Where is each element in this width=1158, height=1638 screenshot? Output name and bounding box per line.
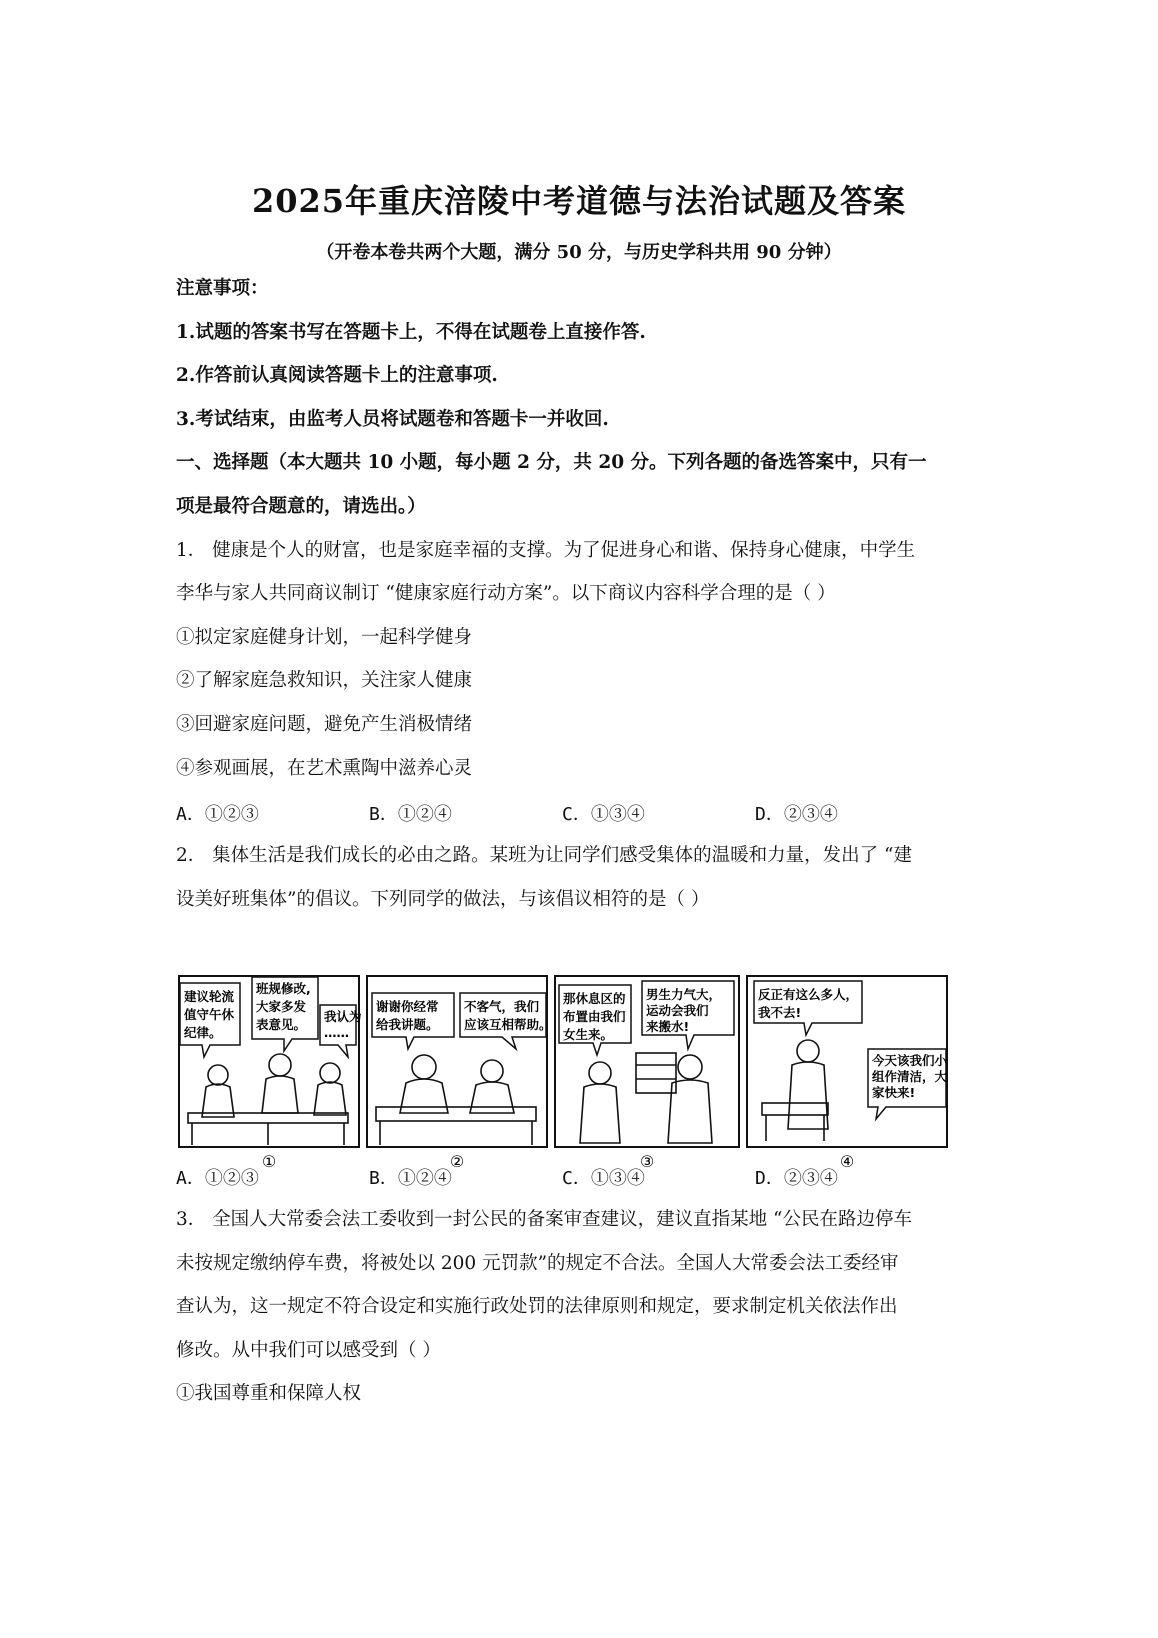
- exam-subtitle: （开卷本卷共两个大题，满分 50 分，与历史学科共用 90 分钟）: [316, 242, 842, 263]
- bubble-line: 大家多发: [256, 999, 307, 1014]
- bubble-line: 给我讲题。: [376, 1017, 439, 1032]
- bubble-line: 来搬水!: [646, 1019, 690, 1034]
- q1-stem: 1． 健康是个人的财富，也是家庭幸福的支撑。为了促进身心和谐、保持身心健康，中学生: [176, 540, 916, 561]
- q1-item: ④参观画展，在艺术熏陶中滋养心灵: [176, 758, 473, 779]
- bubble-line: 女生来。: [563, 1027, 614, 1042]
- page-title: 2025年重庆涪陵中考道德与法治试题及答案: [251, 182, 907, 220]
- bubble-line: ……: [324, 1025, 349, 1040]
- q1-item: ②了解家庭急救知识，关注家人健康: [176, 670, 473, 691]
- q3-item: ①我国尊重和保障人权: [176, 1383, 362, 1404]
- bubble-line: 今天该我们小: [872, 1053, 948, 1068]
- notes-heading: 注意事项：: [176, 278, 269, 299]
- bubble-line: 组作清洁，大: [872, 1069, 948, 1084]
- panel-label: ④: [839, 1152, 855, 1171]
- note-item: 1.试题的答案书写在答题卡上，不得在试题卷上直接作答.: [176, 322, 646, 343]
- section-heading: 一、选择题（本大题共 10 小题，每小题 2 分，共 20 分。下列各题的备选答案中，只有一: [176, 452, 927, 473]
- q2-stem: 2． 集体生活是我们成长的必由之路。某班为让同学们感受集体的温暖和力量，发出了 “建: [176, 845, 912, 866]
- comic-panel-2: [372, 993, 552, 1171]
- q1-option-d[interactable]: D．②③④: [755, 804, 838, 825]
- bubble-line: 我认为: [324, 1009, 362, 1024]
- bubble-line: 那休息区的: [563, 991, 626, 1006]
- comic-strip-illustration: [178, 975, 980, 1175]
- comic-panel-4: [754, 981, 948, 1171]
- bubble-line: 表意见。: [256, 1017, 307, 1032]
- q3-stem: 3． 全国人大常委会法工委收到一封公民的备案审查建议，建议直指某地 “公民在路边停车: [176, 1209, 912, 1230]
- comic-panel-1: [180, 977, 362, 1171]
- bubble-line: 建议轮流: [184, 989, 235, 1004]
- q1-item: ①拟定家庭健身计划，一起科学健身: [176, 627, 473, 648]
- q2-option-c[interactable]: C．①③④: [562, 1168, 645, 1189]
- q2-option-d[interactable]: D．②③④: [755, 1168, 838, 1189]
- section-heading-cont: 项是最符合题意的，请选出。）: [176, 496, 426, 517]
- q2-option-a[interactable]: A．①②③: [176, 1168, 259, 1189]
- bubble-line: 反正有这么多人，: [758, 987, 859, 1002]
- q1-option-a[interactable]: A．①②③: [176, 804, 259, 825]
- panel-label: ③: [639, 1152, 655, 1171]
- panel-label: ②: [449, 1152, 465, 1171]
- bubble-line: 应该互相帮助。: [464, 1017, 552, 1032]
- bubble-line: 值守午休: [184, 1007, 235, 1022]
- note-item: 3.考试结束，由监考人员将试题卷和答题卡一并收回.: [176, 409, 609, 430]
- q1-option-b[interactable]: B．①②④: [369, 804, 452, 825]
- q1-item: ③回避家庭问题，避免产生消极情绪: [176, 714, 473, 735]
- q1-option-c[interactable]: C．①③④: [562, 804, 645, 825]
- q3-stem-cont: 查认为，这一规定不符合设定和实施行政处罚的法律原则和规定，要求制定机关依法作出: [176, 1296, 898, 1317]
- bubble-line: 布置由我们: [563, 1009, 626, 1024]
- bubble-line: 不客气，我们: [464, 999, 540, 1014]
- q2-option-b[interactable]: B．①②④: [369, 1168, 452, 1189]
- bubble-line: 男生力气大，: [646, 987, 722, 1002]
- bubble-line: 班规修改,: [256, 981, 311, 996]
- comic-panel-3: [559, 981, 734, 1171]
- q1-stem-cont: 李华与家人共同商议制订 “健康家庭行动方案”。以下商议内容科学合理的是（ ）: [176, 583, 836, 604]
- bubble-line: 纪律。: [184, 1025, 222, 1040]
- note-item: 2.作答前认真阅读答题卡上的注意事项.: [176, 365, 498, 386]
- bubble-line: 家快来!: [872, 1085, 916, 1100]
- bubble-line: 运动会我们: [646, 1003, 709, 1018]
- bubble-line: 谢谢你经常: [376, 999, 439, 1014]
- bubble-line: 我不去!: [758, 1005, 802, 1020]
- q2-stem-cont: 设美好班集体”的倡议。下列同学的做法，与该倡议相符的是（ ）: [176, 889, 710, 910]
- q3-stem-cont: 未按规定缴纳停车费，将被处以 200 元罚款”的规定不合法。全国人大常委会法工委经审: [176, 1253, 899, 1274]
- q3-stem-cont: 修改。从中我们可以感受到（ ）: [176, 1340, 441, 1361]
- panel-label: ①: [261, 1152, 277, 1171]
